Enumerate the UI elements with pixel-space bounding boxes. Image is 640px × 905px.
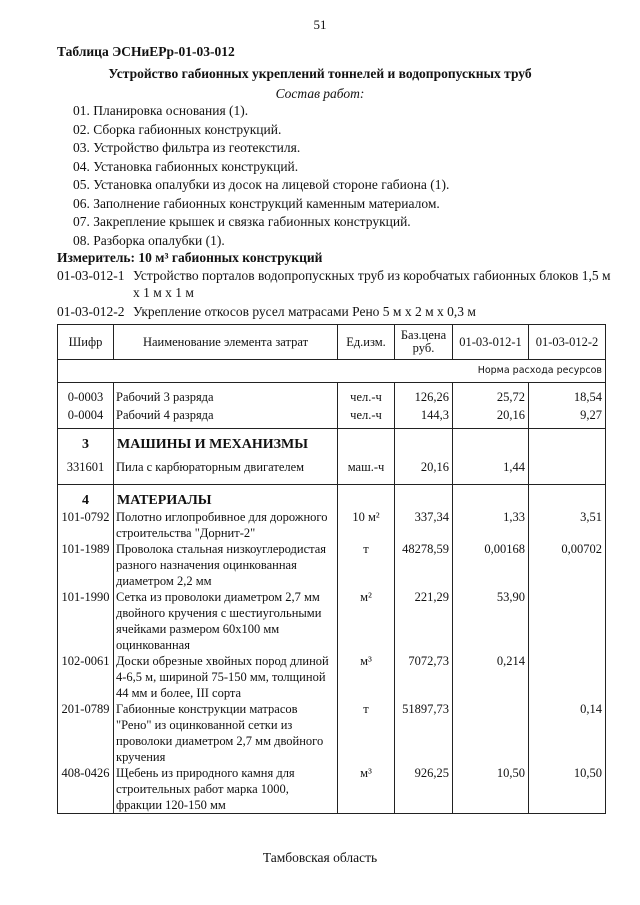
- section-row: [58, 429, 606, 454]
- resource-name: Габионные конструкции матрасов "Рено" из оцинкованной сетки из проволоки диаметром 2,7 мм двойного кручения: [114, 701, 338, 765]
- section-title: МАШИНЫ И МЕХАНИЗМЫ: [114, 429, 338, 454]
- resource-unit: маш.-ч: [338, 453, 395, 485]
- norm-value-2: 18,54: [529, 383, 606, 406]
- norm-value-2: [529, 653, 606, 701]
- norm-value-2: [529, 453, 606, 485]
- section-number: 3: [58, 429, 114, 454]
- resource-name: Проволока стальная низкоуглеродистая разного назначения оцинкованная диаметром 2,2 мм: [114, 541, 338, 589]
- work-item: 08. Разборка опалубки (1).: [73, 232, 225, 248]
- resource-code: 0-0004: [58, 405, 114, 429]
- table-row: [58, 453, 606, 485]
- norm-value-2: [529, 589, 606, 653]
- resource-code: 0-0003: [58, 383, 114, 406]
- header-code: Шифр: [58, 325, 114, 360]
- code-1-text-cont: х 1 м х 1 м: [133, 285, 194, 300]
- resource-code: 201-0789: [58, 701, 114, 765]
- resource-unit: т: [338, 541, 395, 589]
- norma-label: Норма расхода ресурсов: [58, 360, 606, 383]
- table-header-row: [58, 325, 606, 360]
- work-item: 03. Устройство фильтра из геотекстиля.: [73, 140, 301, 155]
- norm-value-1: 1,33: [453, 509, 529, 541]
- resource-price: 48278,59: [395, 541, 453, 589]
- resource-name: Щебень из природного камня для строительных работ марка 1000, фракции 120-150 мм: [114, 765, 338, 814]
- resource-price: 20,16: [395, 453, 453, 485]
- resource-price: 7072,73: [395, 653, 453, 701]
- resource-code: 102-0061: [58, 653, 114, 701]
- header-name: Наименование элемента затрат: [114, 325, 338, 360]
- work-item: 01. Планировка основания (1).: [73, 103, 249, 118]
- resource-name: Полотно иглопробивное для дорожного строительства "Дорнит-2": [114, 509, 338, 541]
- section-number: 4: [58, 485, 114, 510]
- norm-value-1: 20,16: [453, 405, 529, 429]
- code-1-text: Устройство порталов водопропускных труб из коробчатых габионных блоков 1,5 м: [133, 268, 611, 283]
- resource-name: Рабочий 3 разряда: [114, 383, 338, 406]
- resource-unit: т: [338, 701, 395, 765]
- norm-value-1: 0,00168: [453, 541, 529, 589]
- resource-unit: м³: [338, 653, 395, 701]
- resource-table: [57, 324, 606, 814]
- code-2-text: Укрепление откосов русел матрасами Рено 5 м х 2 м х 0,3 м: [133, 304, 476, 319]
- header-unit: Ед.изм.: [338, 325, 395, 360]
- resource-code: 101-0792: [58, 509, 114, 541]
- resource-price: 144,3: [395, 405, 453, 429]
- table-row: [58, 405, 606, 429]
- norm-value-1: 0,214: [453, 653, 529, 701]
- norm-value-1: [453, 701, 529, 765]
- norm-value-1: 25,72: [453, 383, 529, 406]
- table-row: [58, 541, 606, 589]
- norma-row: [58, 360, 606, 383]
- resource-name: Сетка из проволоки диаметром 2,7 мм двойного кручения с шестиугольными ячейками размером 60х100 мм оцинкованная: [114, 589, 338, 653]
- code-2: 01-03-012-2: [57, 304, 125, 319]
- work-item: 06. Заполнение габионных конструкций каменным материалом.: [73, 195, 440, 211]
- table-row: [58, 509, 606, 541]
- resource-code: 101-1989: [58, 541, 114, 589]
- empty-cell: [338, 485, 395, 510]
- work-item: 04. Установка габионных конструкций.: [73, 158, 299, 174]
- norm-value-2: 0,14: [529, 701, 606, 765]
- resource-name: Доски обрезные хвойных пород длиной 4-6,5 м, шириной 75-150 мм, толщиной 44 мм и более, III сорта: [114, 653, 338, 701]
- resource-name: Рабочий 4 разряда: [114, 405, 338, 429]
- resource-price: 221,29: [395, 589, 453, 653]
- resource-code: 101-1990: [58, 589, 114, 653]
- table-row: [58, 765, 606, 814]
- table-subtitle: Устройство габионных укреплений тоннелей и водопропускных труб: [108, 66, 532, 81]
- norm-value-1: 10,50: [453, 765, 529, 814]
- norm-value-2: 0,00702: [529, 541, 606, 589]
- work-item: 07. Закрепление крышек и связка габионных конструкций.: [73, 214, 411, 229]
- empty-cell: [529, 485, 606, 510]
- empty-cell: [395, 429, 453, 454]
- norm-value-2: 10,50: [529, 765, 606, 814]
- header-price: Баз.цена руб.: [395, 325, 453, 360]
- resource-unit: м²: [338, 589, 395, 653]
- norm-value-2: 3,51: [529, 509, 606, 541]
- code-1: 01-03-012-1: [57, 268, 125, 283]
- norm-value-2: 9,27: [529, 405, 606, 429]
- resource-code: 408-0426: [58, 765, 114, 814]
- table-row: [58, 701, 606, 765]
- empty-cell: [338, 429, 395, 454]
- table-row: [58, 653, 606, 701]
- header-col2: 01-03-012-2: [529, 325, 606, 360]
- table-title: Таблица ЭСНиЕРр-01-03-012: [57, 44, 235, 59]
- resource-price: 51897,73: [395, 701, 453, 765]
- section-title: МАТЕРИАЛЫ: [114, 485, 338, 510]
- empty-cell: [395, 485, 453, 510]
- section-row: [58, 485, 606, 510]
- header-col1: 01-03-012-1: [453, 325, 529, 360]
- work-item: 05. Установка опалубки из досок на лицевой стороне габиона (1).: [73, 177, 450, 192]
- resource-name: Пила с карбюраторным двигателем: [114, 453, 338, 485]
- resource-price: 126,26: [395, 383, 453, 406]
- resource-price: 926,25: [395, 765, 453, 814]
- empty-cell: [529, 429, 606, 454]
- resource-code: 331601: [58, 453, 114, 485]
- table-row: [58, 383, 606, 406]
- resource-unit: чел.-ч: [338, 405, 395, 429]
- resource-unit: чел.-ч: [338, 383, 395, 406]
- work-item: 02. Сборка габионных конструкций.: [73, 121, 282, 137]
- composition-label: Состав работ:: [275, 86, 365, 101]
- footer-region: Тамбовская область: [262, 850, 378, 865]
- norm-value-1: 53,90: [453, 589, 529, 653]
- resource-price: 337,34: [395, 509, 453, 541]
- norm-value-1: 1,44: [453, 453, 529, 485]
- table-row: [58, 589, 606, 653]
- page-number: 51: [313, 17, 327, 32]
- empty-cell: [453, 485, 529, 510]
- resource-unit: м³: [338, 765, 395, 814]
- resource-unit: 10 м²: [338, 509, 395, 541]
- empty-cell: [453, 429, 529, 454]
- measure-unit: Измеритель: 10 м³ габионных конструкций: [57, 250, 323, 265]
